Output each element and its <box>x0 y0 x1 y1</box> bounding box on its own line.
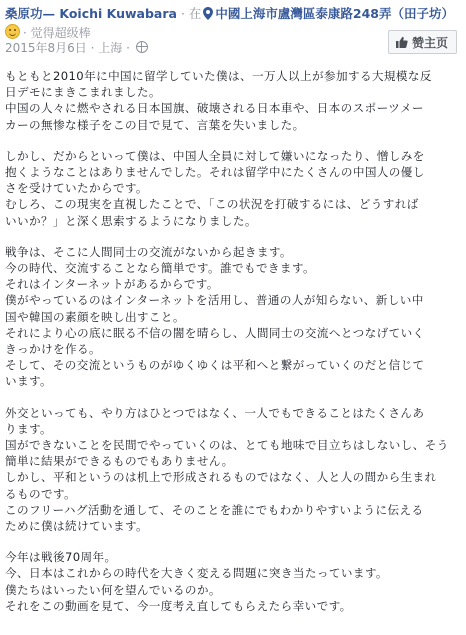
body-text-line: 簡単に結果ができるものでもありません。 <box>5 454 234 469</box>
body-text-line: ために僕は続けています。 <box>5 519 148 534</box>
post-title-line <box>5 6 454 22</box>
body-text-line: さを受けていたからです。 <box>5 181 148 196</box>
body-text-line: 抱くようなことはありませんでした。それは留学中にたくさんの中国人の優し <box>5 165 425 180</box>
body-text-line: しかし、平和というのは机上で形成されるものではなく、人と人の間から生まれ <box>5 470 437 485</box>
body-text-line: 戦争は、そこに人間同士の交流がないから起きます。 <box>5 244 292 259</box>
body-text-line: カーの無惨な様子をこの目で見て、言葉を失いました。 <box>5 117 305 132</box>
post-date-link[interactable]: 2015年8月6日 <box>5 41 87 55</box>
smile-emoji-icon <box>5 24 20 39</box>
author-name-link[interactable]: 桑原功— Koichi Kuwabara <box>5 6 177 21</box>
globe-icon[interactable] <box>136 41 148 53</box>
body-text-line: 今、日本はこれからの時代を大きく変える問題に突き当たっています。 <box>5 566 388 581</box>
like-page-button[interactable] <box>388 30 457 54</box>
post-header <box>5 6 461 58</box>
body-text-line: 国や韓国の素顔を映し出すこと。 <box>5 309 185 324</box>
post-place: · 上海 · <box>90 41 130 55</box>
body-text-line: 中国の人々に燃やされる日本国旗、破壊される日本車や、日本のスポーツメー <box>5 101 424 116</box>
body-text-line: ります。 <box>5 421 53 436</box>
body-text-line: 日デモにまきこまれました。 <box>5 85 161 100</box>
feeling-line <box>5 24 91 41</box>
paragraph-gap <box>5 133 461 148</box>
body-text-line: 国ができないことを民間でやっていくのは、とても地味で目立ちはしないし、そう <box>5 438 449 453</box>
body-text-line: このフリーハグ活動を通して、そのことを誰にでもわかりやすいように伝える <box>5 502 424 517</box>
feeling-text: · 觉得超级棒 <box>23 26 91 40</box>
paragraph-gap <box>5 534 461 549</box>
body-text-line: 僕たちはいったい何を望んでいるのか。 <box>5 582 221 597</box>
body-text-line: 僕がやっているのはインターネットを活用し、普通の人が知らない、新しい中 <box>5 293 424 308</box>
body-text-line: るものです。 <box>5 486 77 501</box>
body-text-line: それはインターネットがあるからです。 <box>5 277 219 292</box>
location-link[interactable]: 中國上海市盧灣區泰康路248弄（田子坊） <box>215 6 454 21</box>
like-page-label: 赞主页 <box>411 35 448 50</box>
paragraph-gap <box>5 229 461 244</box>
paragraph-gap <box>5 390 461 405</box>
at-label: · 在 <box>180 6 202 21</box>
body-text-line: います。 <box>5 374 53 389</box>
body-text-line: そして、その交流というものがゆくゆくは平和へと繋がっていくのだと信じて <box>5 358 425 373</box>
thumbs-up-icon <box>395 36 408 49</box>
body-text-line: きっかけを作る。 <box>5 342 101 357</box>
post-meta-line <box>5 41 148 56</box>
body-text-line: それをこの動画を見て、今一度考え直してもらえたら幸いです。 <box>5 598 352 613</box>
body-text-line: それにより心の底に眠る不信の闇を晴らし、人間同士の交流へとつなげていく <box>5 325 425 340</box>
post-body <box>5 68 461 614</box>
location-pin-icon <box>203 7 213 20</box>
body-text-line: もともと2010年に中国に留学していた僕は、一万人以上が参加する大規模な反 <box>5 69 432 83</box>
body-text-line: しかし、だからといって僕は、中国人全員に対して嫌いになったり、憎しみを <box>5 148 425 163</box>
body-text-line: むしろ、この現実を直視したことで、「この状況を打破するには、どうすれば <box>5 197 419 212</box>
body-text-line: いいか？」と深く思索するようになりました。 <box>5 213 257 228</box>
body-text-line: 今の時代、交流することなら簡単です。誰でもできます。 <box>5 261 315 276</box>
body-text-line: 外交といっても、やり方はひとつではなく、一人でもできることはたくさんあ <box>5 405 425 420</box>
body-text-line: 今年は戦後70周年。 <box>5 550 117 565</box>
